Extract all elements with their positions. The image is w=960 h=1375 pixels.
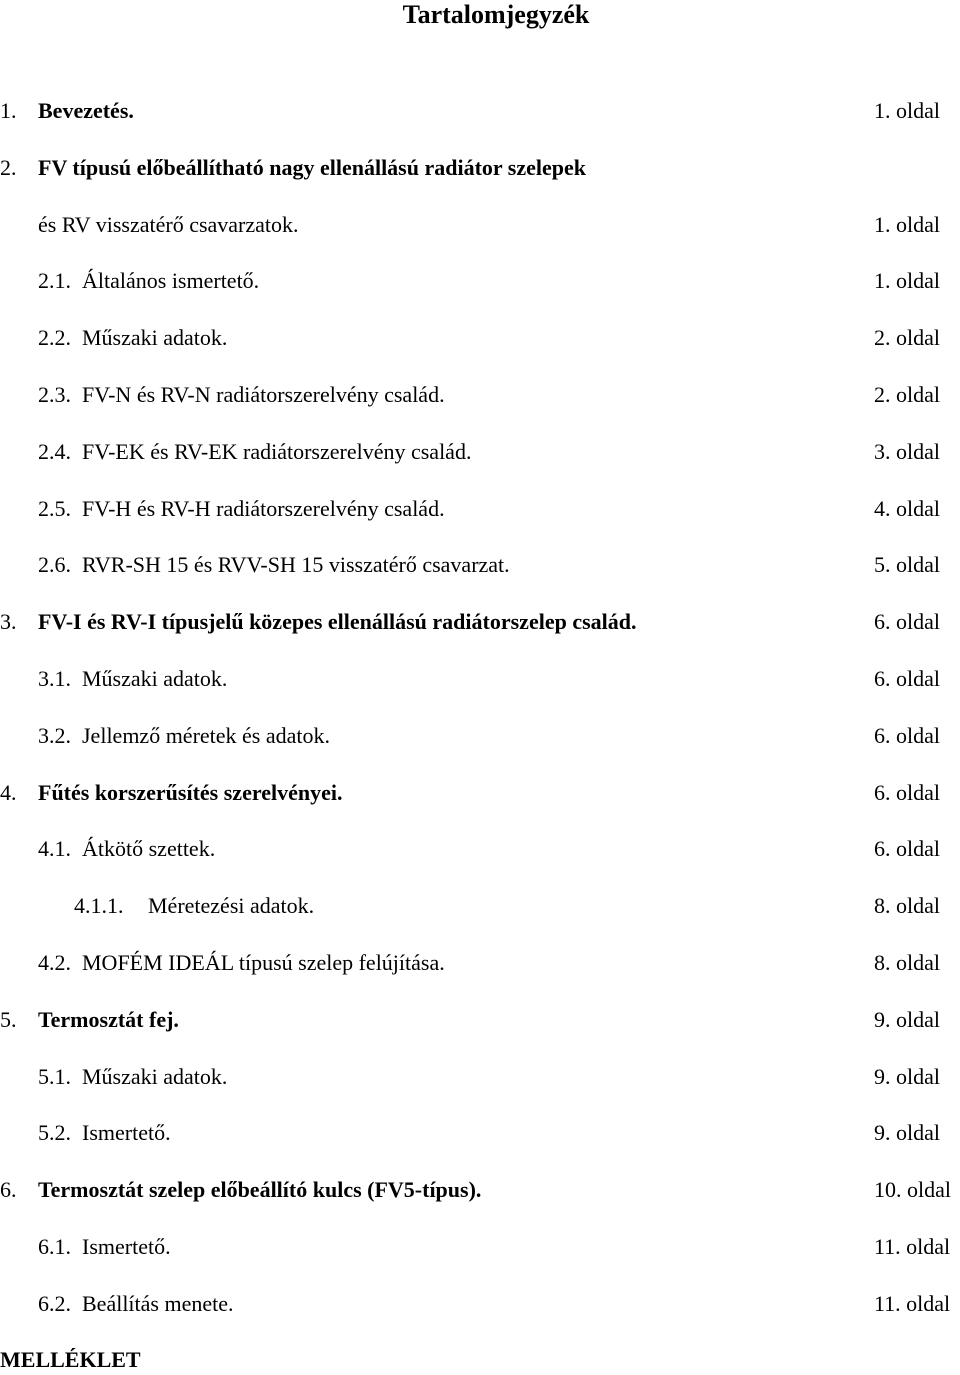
toc-entry-title: FV-EK és RV-EK radiátorszerelvény család. <box>82 439 472 464</box>
toc-entry[interactable] <box>0 948 960 978</box>
toc-entry-title: Átkötő szettek. <box>82 836 216 861</box>
toc-entry-page: 6. oldal <box>874 836 940 861</box>
toc-entry-title: FV-N és RV-N radiátorszerelvény család. <box>82 382 445 407</box>
toc-entry-number: 4.1. <box>38 836 71 861</box>
toc-entry[interactable] <box>0 664 960 694</box>
toc-entry[interactable] <box>0 323 960 353</box>
toc-entry-title: Fűtés korszerűsítés szerelvényei. <box>38 780 343 805</box>
toc-entry-page: 1. oldal <box>874 212 940 237</box>
toc-entry-page: 9. oldal <box>874 1120 940 1145</box>
toc-entry[interactable] <box>0 1005 960 1035</box>
toc-entry-number: 3. <box>0 609 17 634</box>
toc-entry-page: 6. oldal <box>874 780 940 805</box>
toc-entry-page: 9. oldal <box>874 1064 940 1089</box>
toc-entry-page: 1. oldal <box>874 268 940 293</box>
toc-entry-page: 8. oldal <box>874 893 940 918</box>
toc-entry-title: Ismertető. <box>82 1120 171 1145</box>
toc-entry-number: 5. <box>0 1007 17 1032</box>
toc-entry-page: 9. oldal <box>874 1007 940 1032</box>
toc-entry-number: 2.2. <box>38 325 71 350</box>
toc-entry[interactable] <box>0 210 960 240</box>
toc-entry-page: 6. oldal <box>874 723 940 748</box>
toc-entry-number: 4.1.1. <box>74 893 124 918</box>
toc-entry[interactable] <box>0 494 960 524</box>
toc-entry-page: 6. oldal <box>874 609 940 634</box>
toc-entry-number: 5.2. <box>38 1120 71 1145</box>
toc-entry-number: 5.1. <box>38 1064 71 1089</box>
toc-entry[interactable] <box>0 778 960 808</box>
toc-entry-title: Ismertető. <box>82 1234 171 1259</box>
toc-entry-title: Méretezési adatok. <box>148 893 315 918</box>
toc-entry-title: Műszaki adatok. <box>82 325 228 350</box>
toc-entry-title: Általános ismertető. <box>82 268 260 293</box>
toc-entry-page: 3. oldal <box>874 439 940 464</box>
toc-entry-title: Műszaki adatok. <box>82 1064 228 1089</box>
toc-entry-number: 2. <box>0 155 17 180</box>
toc-entry-title: és RV visszatérő csavarzatok. <box>38 212 299 237</box>
toc-entry[interactable] <box>0 1062 960 1092</box>
toc-entry-number: 3.2. <box>38 723 71 748</box>
toc-entry-page: 8. oldal <box>874 950 940 975</box>
toc-entry[interactable] <box>0 607 960 637</box>
toc-entry-title: Beállítás menete. <box>82 1291 234 1316</box>
toc-entry[interactable] <box>0 380 960 410</box>
toc-entry-title: Bevezetés. <box>38 98 134 123</box>
toc-entry-title: Műszaki adatok. <box>82 666 228 691</box>
appendix-heading: MELLÉKLET <box>0 1347 141 1372</box>
toc-entry-page: 6. oldal <box>874 666 940 691</box>
toc-entry[interactable] <box>0 721 960 751</box>
toc-entry-number: 6.1. <box>38 1234 71 1259</box>
toc-entry[interactable] <box>0 1175 960 1205</box>
toc-entry[interactable] <box>0 891 960 921</box>
toc-entry-title: FV-I és RV-I típusjelű közepes ellenállású radiátorszelep család. <box>38 609 637 634</box>
toc-entry[interactable] <box>0 96 960 126</box>
toc-entry-title: Termosztát fej. <box>38 1007 179 1032</box>
toc-entry-page: 2. oldal <box>874 382 940 407</box>
toc-entry-number: 3.1. <box>38 666 71 691</box>
toc-entry-page: 4. oldal <box>874 496 940 521</box>
toc-entry-title: FV típusú előbeállítható nagy ellenállású radiátor szelepek <box>38 155 586 180</box>
toc-entry-page: 11. oldal <box>874 1291 951 1316</box>
toc-entry-number: 1. <box>0 98 17 123</box>
toc-entry[interactable] <box>0 550 960 580</box>
toc-entry-number: 2.3. <box>38 382 71 407</box>
toc-entry-page: 11. oldal <box>874 1234 951 1259</box>
toc-entry-title: MOFÉM IDEÁL típusú szelep felújítása. <box>82 950 445 975</box>
toc-entry-number: 2.5. <box>38 496 71 521</box>
toc-entry-number: 4.2. <box>38 950 71 975</box>
page-title: Tartalomjegyzék <box>402 0 590 29</box>
toc-entry-number: 6.2. <box>38 1291 71 1316</box>
toc-entry-title: RVR-SH 15 és RVV-SH 15 visszatérő csavarzat. <box>82 552 510 577</box>
toc-entry[interactable] <box>0 834 960 864</box>
toc-entry-number: 2.4. <box>38 439 71 464</box>
toc-entry-page: 1. oldal <box>874 98 940 123</box>
toc-entry[interactable] <box>0 1118 960 1148</box>
toc-entry[interactable] <box>0 1289 960 1319</box>
toc-entry-number: 2.1. <box>38 268 71 293</box>
toc-entry-title: Termosztát szelep előbeállító kulcs (FV5-típus). <box>38 1177 482 1202</box>
toc-entry-number: 6. <box>0 1177 17 1202</box>
toc-entry[interactable] <box>0 437 960 467</box>
toc-entry-page: 10. oldal <box>874 1177 951 1202</box>
toc-entry-title: Jellemző méretek és adatok. <box>82 723 331 748</box>
toc-entry-number: 4. <box>0 780 17 805</box>
toc-entry-page: 5. oldal <box>874 552 940 577</box>
toc-entry-page: 2. oldal <box>874 325 940 350</box>
toc-entry-number: 2.6. <box>38 552 71 577</box>
toc-entry[interactable] <box>0 1232 960 1262</box>
toc-entry[interactable] <box>0 266 960 296</box>
toc-entry-title: FV-H és RV-H radiátorszerelvény család. <box>82 496 445 521</box>
toc-entry[interactable] <box>0 153 960 183</box>
